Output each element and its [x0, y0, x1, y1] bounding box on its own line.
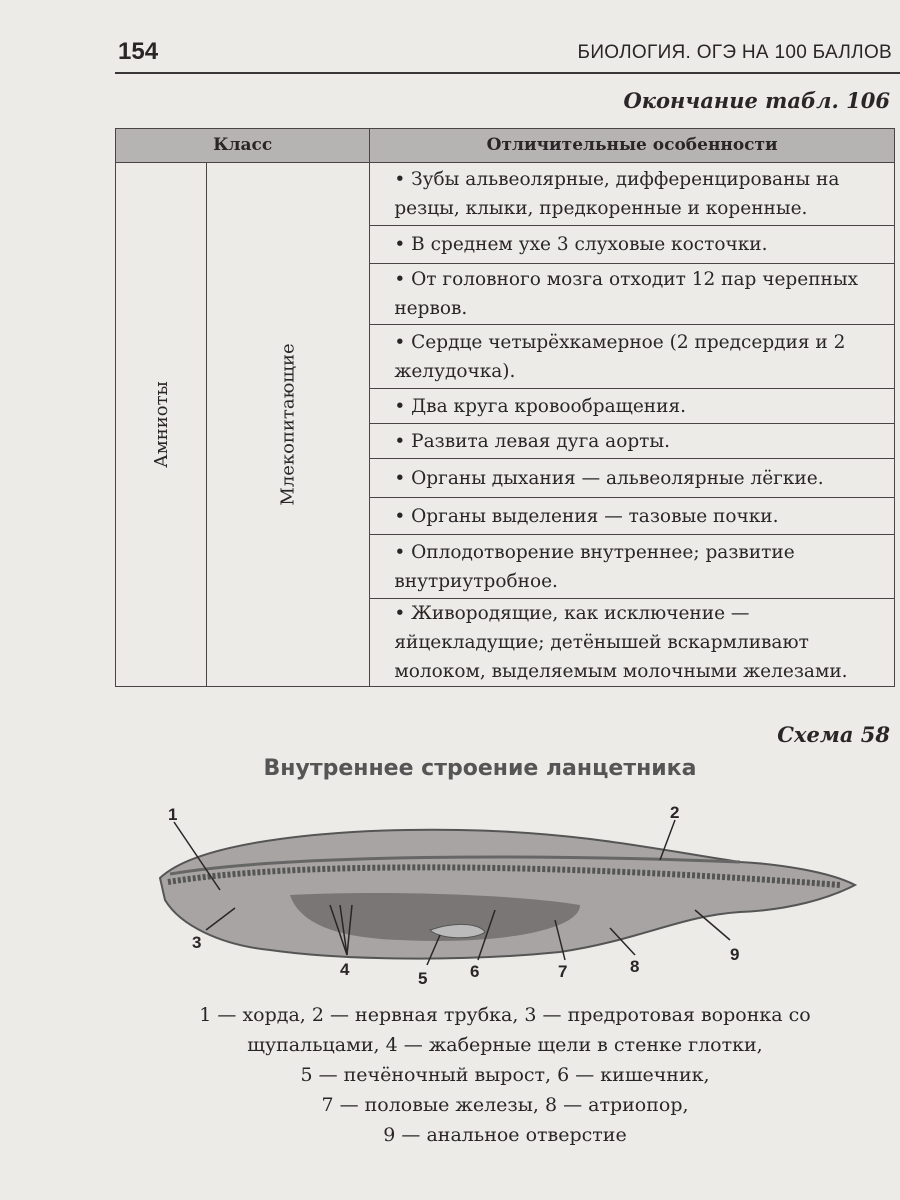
feature-cell: • Зубы альвеолярные, дифференцированы на резцы, клыки, предкоренные и коренные.: [370, 163, 895, 226]
feature-cell: • Органы дыхания — альвеолярные лёгкие.: [370, 459, 895, 498]
scheme-legend: [110, 1000, 900, 1150]
page-number: 154: [118, 38, 159, 65]
table-caption: Окончание табл. 106: [623, 88, 890, 113]
figure-label: 8: [630, 957, 640, 976]
figure-label: 4: [340, 960, 350, 979]
figure-label: 6: [470, 962, 480, 981]
feature-cell: • Оплодотворение внутреннее; развитие внутриутробное.: [370, 535, 895, 599]
figure-label: 1: [168, 805, 178, 824]
table-header: [116, 129, 895, 163]
feature-cell: • Органы выделения — тазовые почки.: [370, 498, 895, 535]
legend-line: 5 — печёночный вырост, 6 — кишечник,: [300, 1064, 710, 1086]
legend-line: 9 — анальное отверстие: [383, 1124, 627, 1146]
legend-line: 7 — половые железы, 8 — атриопор,: [321, 1094, 689, 1116]
figure-label: 7: [558, 962, 568, 981]
scheme-caption: Схема 58: [777, 722, 890, 747]
figure-label: 5: [418, 969, 428, 988]
body-outline: [160, 830, 855, 959]
feature-cell: • Два круга кровообращения.: [370, 389, 895, 424]
figure-label: 2: [670, 803, 680, 822]
feature-cell: • Живородящие, как исключение — яйцекладущие; детёнышей вскармливают молоком, выделяемым молочными железами.: [370, 599, 895, 687]
figure-label: 9: [730, 945, 740, 964]
running-title: БИОЛОГИЯ. ОГЭ НА 100 БАЛЛОВ: [577, 42, 892, 63]
feature-cell: • От головного мозга отходит 12 пар черепных нервов.: [370, 264, 895, 325]
feature-cell: • В среднем ухе 3 слуховые косточки.: [370, 226, 895, 264]
legend-line: щупальцами, 4 — жаберные щели в стенке глотки,: [247, 1034, 763, 1056]
figure-label: 3: [192, 933, 202, 952]
header-rule: [115, 72, 900, 74]
scheme-title: Внутреннее строение ланцетника: [263, 756, 697, 781]
class-label: Млекопитающие: [277, 343, 299, 506]
table-row: [116, 163, 895, 226]
class-cell: [207, 163, 370, 687]
lancelet-illustration: [140, 800, 880, 990]
group-cell: [116, 163, 207, 687]
column-header-class: Класс: [116, 129, 370, 163]
feature-cell: • Сердце четырёхкамерное (2 предсердия и 2 желудочка).: [370, 325, 895, 389]
legend-line: 1 — хорда, 2 — нервная трубка, 3 — предротовая воронка со: [199, 1004, 811, 1026]
feature-cell: • Развита левая дуга аорты.: [370, 424, 895, 459]
features-table: [115, 128, 895, 687]
column-header-features: Отличительные особенности: [370, 129, 895, 163]
group-label: Амниоты: [150, 381, 172, 468]
